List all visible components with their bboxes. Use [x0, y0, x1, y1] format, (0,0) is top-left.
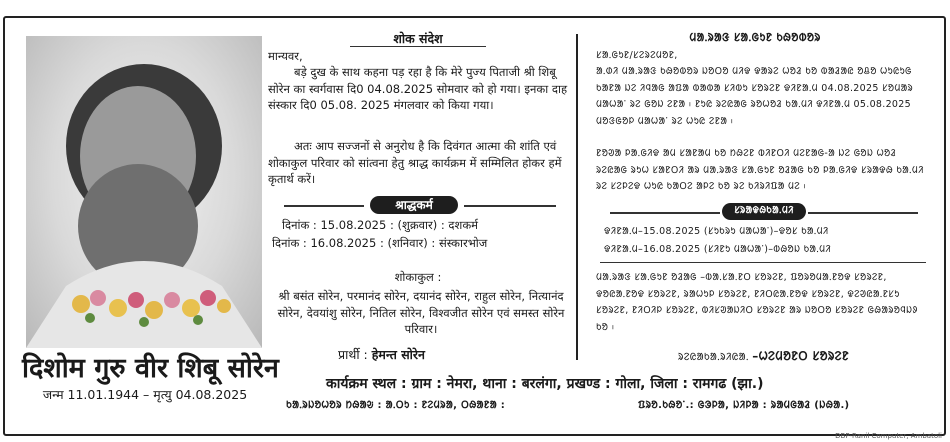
olchiki-pill: ᱥᱨᱟᱫᱷᱠᱟᱹᱢᱤ [722, 203, 806, 220]
event-row-1: दिनांक : 15.08.2025 : (शुक्रवार) : दशकर्म [282, 218, 479, 232]
olchiki-date-1: ᱫᱤᱱᱟᱹᱢ–15.08.2025 (ᱥᱩᱠᱨᱩ ᱢᱟᱦᱟᱸ)–ᱫᱚᱥ ᱠᱟᱹᱢᱤ [604, 226, 829, 237]
olchiki-rule-right [808, 212, 918, 214]
shokakul-label: शोकाकुल : [394, 270, 442, 284]
olchiki-para-1: ᱟᱹᱰᱤ ᱢᱟᱹᱨᱟᱝ ᱠᱷᱚᱵᱚᱨ ᱡᱚᱛᱚ ᱢᱤᱫ ᱫᱟᱨᱮ ᱦᱚᱲ ᱠᱚ ᱵᱟᱲᱟᱭ ᱚᱪᱚ ᱦᱩᱭᱩᱜ ᱠᱟᱱᱟ ᱡᱮ ᱤᱧᱟᱜ ᱟᱯᱟ ᱵᱟᱵᱟ ᱥᱤᱵᱩ ᱥᱚᱨᱮᱱ ᱫᱤᱱᱟᱹᱢ 04.08.2025 ᱥᱚᱢᱟᱨ ᱢᱟᱦᱟᱸ ᱨᱮ ᱜᱚᱡ ᱮᱱᱟ ᱾ ᱱᱩᱭ ᱨᱮᱭᱟᱜ ᱨᱚᱦᱚᱲ ᱠᱟᱹᱢᱤ ᱫᱤᱱᱟᱹᱢ 05.08.2025 ᱢᱚᱝᱜᱚᱞ ᱢᱟᱦᱟᱸ ᱨᱮ ᱦᱩᱭ ᱮᱱᱟ ᱾ [596, 66, 913, 127]
hindi-para-1: बड़े दुख के साथ कहना पड़ रहा है कि मेरे पुज्य पिताजी श्री शिबू सोरेन का स्वर्गवास दि0 04.08.2025 सोमवार को हो गया। इनका दाह संस्कार दि0 05.08. 2025 मंगलवार को किया गया। [268, 65, 568, 112]
hindi-salutation: मान्यवर, [268, 49, 303, 63]
family-list: श्री बसंत सोरेन, परमानंद सोरेन, दयानंद सोरेन, राहुल सोरेन, नित्यानंद सोरेन, देवयांशु सोरेन, नितिल सोरेन, विश्वजीत सोरेन एवं समस्त सोरेन परिवार। [277, 289, 565, 336]
life-dates: जन्म 11.01.1944 – मृत्यु 04.08.2025 [42, 387, 248, 402]
shraddh-rule-left [284, 205, 364, 207]
hindi-para-2: अतः आप सज्जनों से अनुरोध है कि दिवंगत आत्मा की शांति एवं शोकाकुल परिवार को सांत्वना हेतु श्राद्ध कार्यक्रम में सम्मिलित होकर हमें कृतार्थ करें। [268, 139, 562, 186]
deceased-name: दिशोम गुरु वीर शिबू सोरेन [22, 353, 279, 384]
olchiki-date-2: ᱫᱤᱱᱟᱹᱢ–16.08.2025 (ᱥᱤᱱᱩ ᱢᱟᱦᱟᱸ)–ᱵᱷᱚᱡ ᱠᱟᱹᱢᱤ [604, 244, 832, 255]
olchiki-family: ᱢᱟᱹᱨᱟᱝ ᱥᱟᱹᱜᱩᱱ ᱚᱲᱟᱜ –ᱵᱟᱹᱥᱟᱹᱱᱛ ᱥᱚᱨᱮᱱ, ᱯᱚᱨᱚᱢᱟᱹᱱᱚᱫ ᱥᱚᱨᱮᱱ, ᱫᱚᱭᱟᱹᱱᱚᱫ ᱥᱚᱨᱮᱱ, ᱨᱟᱦᱩᱞ ᱥᱚᱨᱮᱱ, ᱱᱤᱛᱭᱟᱹᱱᱚᱫ ᱥᱚᱨᱮᱱ, ᱫᱮᱣᱭᱟᱹᱱᱥᱩ ᱥᱚᱨᱮᱱ, ᱱᱤᱛᱤᱞ ᱥᱚᱨᱮᱱ, ᱵᱤᱥᱣᱟᱡᱤᱛ ᱥᱚᱨᱮᱱ ᱟᱨ ᱡᱚᱛᱚ ᱥᱚᱨᱮᱱ ᱜᱷᱟᱨᱚᱧᱡᱽ ᱠᱚ ᱾ [596, 272, 918, 333]
hindi-heading: शोक संदेश [393, 31, 443, 46]
shraddh-rule-right [464, 205, 556, 207]
olchiki-heading: ᱢᱟᱹᱨᱟᱝ ᱥᱟᱹᱜᱩᱱ ᱠᱷᱚᱵᱚᱨ [689, 31, 821, 44]
column-divider [576, 34, 578, 360]
olchiki-rule-left [610, 212, 720, 214]
venue-olchiki-left: ᱠᱟᱹᱨᱡᱚᱦᱚᱨ ᱴᱷᱟᱶ : ᱟᱹᱛᱩ : ᱱᱮᱢᱨᱟ, ᱛᱷᱟᱱᱟ : [286, 400, 506, 411]
venue-hindi: कार्यक्रम स्थल : ग्राम : नेमरा, थाना : बरलंगा, प्रखण्ड : गोला, जिला : रामगढ (झा.) [326, 376, 764, 392]
olchiki-separator [600, 262, 926, 263]
portrait-photo [26, 36, 262, 348]
venue-olchiki-right: ᱯᱨᱚ.ᱠᱷᱚᱸ.: ᱜᱳᱞᱟ, ᱡᱤᱞᱟ : ᱨᱟᱢᱜᱟᱲ (ᱡᱷᱟ.) [638, 400, 850, 411]
olchiki-para-2: ᱱᱚᱣᱟ ᱞᱟᱹᱜᱤᱫ ᱟᱢ ᱥᱟᱱᱟᱢ ᱠᱚ ᱴᱷᱮᱱ ᱵᱤᱱᱛᱤ ᱢᱮᱱᱟᱜ-ᱟ ᱡᱮ ᱜᱚᱡ ᱦᱚᱲ ᱨᱮᱭᱟᱜ ᱨᱩᱦ ᱥᱟᱱᱛᱤ ᱟᱨ ᱢᱟᱹᱨᱟᱝ ᱥᱟᱹᱜᱩᱱ ᱚᱲᱟᱜ ᱠᱚ ᱞᱟᱹᱜᱤᱫ ᱥᱨᱟᱫᱷ ᱠᱟᱹᱢᱤ ᱨᱮ ᱥᱮᱞᱮᱫ ᱦᱩᱭ ᱠᱟᱛᱮ ᱟᱞᱮ ᱠᱚ ᱨᱮ ᱠᱤᱨᱤᱯᱟ ᱢᱮ ᱾ [596, 148, 924, 192]
prarthi-line: प्रार्थी : हेमन्त सोरेन [338, 347, 425, 362]
printer-credit: DBP-Ranil Computer, Ambatoli [835, 432, 942, 440]
portrait-image [26, 36, 262, 348]
olchiki-prarthi: ᱨᱮᱭᱟᱠᱟᱹᱨᱤᱭᱟᱹ –ᱦᱮᱢᱚᱱᱛ ᱥᱚᱨᱮᱱ [678, 349, 849, 363]
olchiki-salutation: ᱥᱟᱹᱜᱩᱱ/ᱥᱮᱨᱮᱢᱚᱱ, [596, 50, 678, 61]
heading-underline [350, 46, 486, 47]
event-row-2: दिनांक : 16.08.2025 : (शनिवार) : संस्कारभोज [272, 236, 488, 250]
shraddh-pill: श्राद्धकर्म [370, 196, 458, 214]
